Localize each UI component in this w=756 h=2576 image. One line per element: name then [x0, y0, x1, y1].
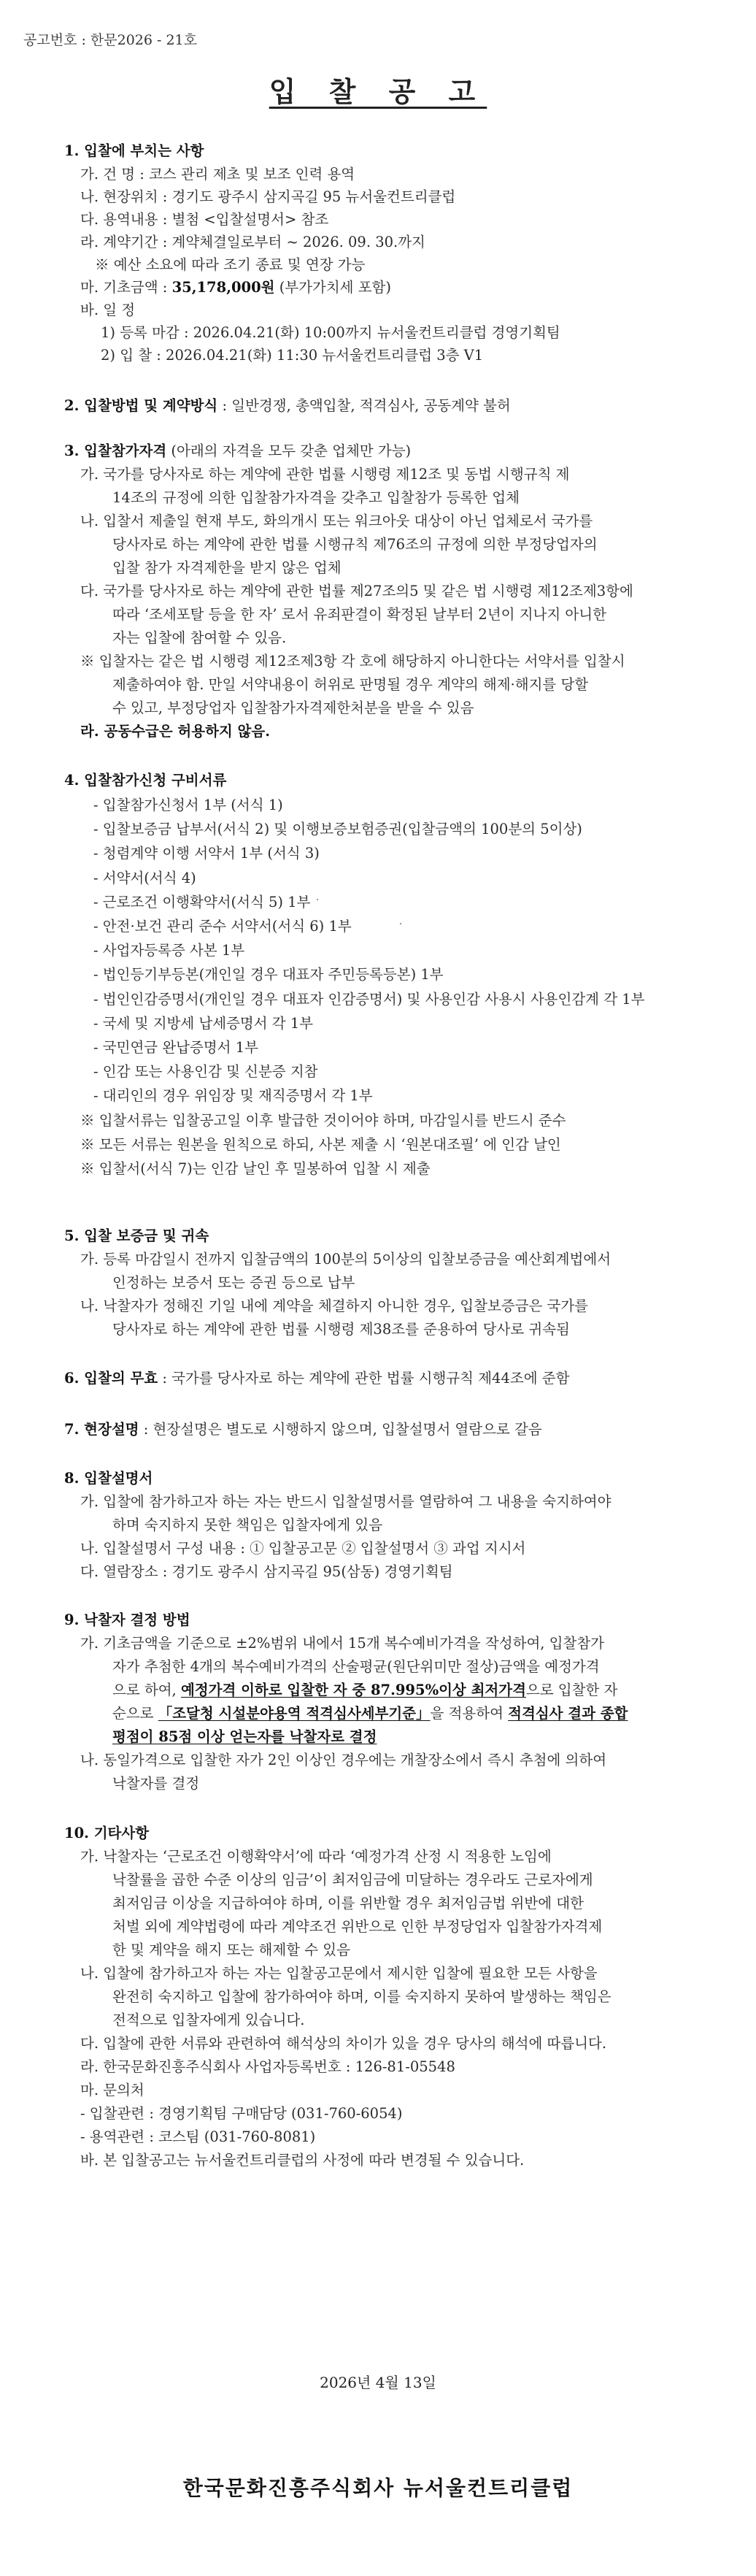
section-10-heading: 10. 기타사항	[64, 1825, 150, 1841]
deposit-line: 인정하는 보증서 또는 증권 등으로 납부	[112, 1274, 355, 1291]
qual-line: 입찰 참가 자격제한을 받지 않은 업체	[112, 559, 342, 576]
award-line: 가. 기초금액을 기준으로 ±2%범위 내에서 15개 복수예비가격을 작성하여, 입찰참가	[80, 1635, 605, 1652]
evaluation-result: 적격심사 결과 종합	[508, 1705, 628, 1722]
award-line: 나. 동일가격으로 입찰한 자가 2인 이상인 경우에는 개찰장소에서 즉시 추첨에 의하여	[80, 1752, 607, 1768]
contact-label: 마. 문의처	[80, 2082, 144, 2098]
deposit-line: 당사자로 하는 계약에 관한 법률 시행령 제38조를 준용하여 당사로 귀속됨	[112, 1321, 570, 1338]
section-6: 6. 입찰의 무효 : 국가를 당사자로 하는 계약에 관한 법률 시행규칙 제44조에 준함	[64, 1370, 570, 1387]
schedule-label: 바. 일 정	[80, 302, 136, 318]
qual-line: 가. 국가를 당사자로 하는 계약에 관한 법률 시행령 제12조 및 동법 시행규칙 제	[80, 466, 570, 483]
stray-mark	[317, 899, 318, 900]
period-note: ※ 예산 소요에 따라 조기 종료 및 연장 가능	[95, 256, 366, 273]
document-item: - 안전·보건 관리 준수 서약서(서식 6) 1부	[93, 918, 352, 935]
schedule-bidding: 2) 입 찰 : 2026.04.21(화) 11:30 뉴서울컨트리클럽 3층 V1	[101, 347, 484, 364]
section-8-heading: 8. 입찰설명서	[64, 1470, 153, 1487]
page-title: 입 찰 공 고	[269, 75, 487, 108]
misc-line: 나. 입찰에 참가하고자 하는 자는 입찰공고문에서 제시한 입찰에 필요한 모든 사항을	[80, 1965, 598, 1982]
qual-note: 제출하여야 함. 만일 서약내용이 허위로 판명될 경우 계약의 해제·해지를 당할	[112, 676, 589, 693]
section-2: 2. 입찰방법 및 계약방식 : 일반경쟁, 총액입찰, 적격심사, 공동계약 불허	[64, 397, 511, 414]
document-item: - 청렴계약 이행 서약서 1부 (서식 3)	[93, 845, 320, 862]
section-1-heading: 1. 입찰에 부치는 사항	[64, 142, 204, 159]
award-line: 낙찰자를 결정	[112, 1775, 200, 1792]
deposit-line: 가. 등록 마감일시 전까지 입찰금액의 100분의 5이상의 입찰보증금을 예산회계법에서	[80, 1251, 612, 1268]
document-item: - 인감 또는 사용인감 및 신분증 지참	[93, 1063, 318, 1080]
company-name: 한국문화진흥주식회사 뉴서울컨트리클럽	[182, 2476, 574, 2500]
contract-period: 라. 계약기간 : 계약체결일로부터 ~ 2026. 09. 30.까지	[80, 234, 425, 250]
section-7: 7. 현장설명 : 현장설명은 별도로 시행하지 않으며, 입찰설명서 열람으로 갈음	[64, 1421, 542, 1438]
spec-line: 다. 열람장소 : 경기도 광주시 삼지곡길 95(삼동) 경영기획팀	[80, 1563, 453, 1580]
misc-line: 전적으로 입찰자에게 있습니다.	[112, 2012, 305, 2028]
evaluation-standard: 「조달청 시설분야용역 적격심사세부기준」	[158, 1705, 431, 1722]
notice-date: 2026년 4월 13일	[320, 2374, 436, 2391]
qual-note: ※ 입찰자는 같은 법 시행령 제12조제3항 각 호에 해당하지 아니한다는 서약서를 입찰시	[80, 653, 625, 670]
service-name: 가. 건 명 : 코스 관리 제초 및 보조 인력 용역	[80, 166, 355, 183]
documents-note: ※ 모든 서류는 원본을 원칙으로 하되, 사본 제출 시 ‘원본대조필’ 에 인감 날인	[80, 1136, 561, 1153]
award-threshold: 예정가격 이하로 입찰한 자 중 87.995%이상 최저가격	[180, 1682, 526, 1698]
qual-line: 14조의 규정에 의한 입찰참가자격을 갖추고 입찰참가 등록한 업체	[112, 489, 520, 506]
document-item: - 법인인감증명서(개인일 경우 대표자 인감증명서) 및 사용인감 사용시 사용인감계 각 1부	[93, 991, 645, 1008]
deposit-line: 나. 낙찰자가 정해진 기일 내에 계약을 체결하지 아니한 경우, 입찰보증금은 국가를	[80, 1297, 589, 1314]
joint-bid-not-allowed: 라. 공동수급은 허용하지 않음.	[80, 723, 270, 740]
misc-line: 완전히 숙지하고 입찰에 참가하여야 하며, 이를 숙지하지 못하여 발생하는 책임은	[112, 1988, 612, 2005]
misc-line: 처벌 외에 계약법령에 따라 계약조건 위반으로 인한 부정당업자 입찰참가자격제	[112, 1918, 603, 1935]
section-7-heading: 7. 현장설명	[64, 1421, 139, 1438]
misc-line: 최저임금 이상을 지급하여야 하며, 이를 위반할 경우 최저임금법 위반에 대한	[112, 1895, 584, 1912]
documents-note: ※ 입찰서(서식 7)는 인감 날인 후 밀봉하여 입찰 시 제출	[80, 1160, 431, 1177]
document-item: - 사업자등록증 사본 1부	[93, 942, 245, 959]
award-line: 자가 추첨한 4개의 복수예비가격의 산술평균(원단위미만 절상)금액을 예정가격	[112, 1658, 600, 1675]
misc-line: 바. 본 입찰공고는 뉴서울컨트리클럽의 사정에 따라 변경될 수 있습니다.	[80, 2152, 525, 2169]
section-9-heading: 9. 낙찰자 결정 방법	[64, 1611, 190, 1628]
section-3-heading-line: 3. 입찰참가자격 (아래의 자격을 모두 갖춘 업체만 가능)	[64, 442, 412, 459]
stray-mark	[400, 923, 401, 924]
document-item: - 서약서(서식 4)	[93, 870, 196, 886]
base-amount: 마. 기초금액 : 35,178,000원 (부가가치세 포함)	[80, 279, 392, 296]
award-line: 평점이 85점 이상 얻는자를 낙찰자로 결정	[112, 1728, 377, 1745]
document-item: - 입찰참가신청서 1부 (서식 1)	[93, 797, 283, 813]
misc-line: 낙찰률을 곱한 수준 이상의 임금’이 최저임금에 미달하는 경우라도 근로자에게	[112, 1871, 593, 1888]
section-6-heading: 6. 입찰의 무효	[64, 1370, 158, 1387]
section-3-heading: 3. 입찰참가자격	[64, 442, 167, 459]
award-line: 순으로 「조달청 시설분야용역 적격심사세부기준」을 적용하여 적격심사 결과 종합	[112, 1705, 628, 1722]
document-item: - 국민연금 완납증명서 1부	[93, 1039, 258, 1056]
service-content: 다. 용역내용 : 별첨 <입찰설명서> 참조	[80, 211, 329, 228]
document-item: - 대리인의 경우 위임장 및 재직증명서 각 1부	[93, 1087, 373, 1104]
notice-number: 공고번호 : 한문2026 - 21호	[23, 32, 197, 48]
documents-note: ※ 입찰서류는 입찰공고일 이후 발급한 것이어야 하며, 마감일시를 반드시 준수	[80, 1112, 566, 1129]
misc-line: 가. 낙찰자는 ‘근로조건 이행확약서’에 따라 ‘예정가격 산정 시 적용한 노임에	[80, 1848, 552, 1865]
spec-line: 가. 입찰에 참가하고자 하는 자는 반드시 입찰설명서를 열람하여 그 내용을 숙지하여야	[80, 1493, 612, 1510]
document-item: - 국세 및 지방세 납세증명서 각 1부	[93, 1015, 314, 1032]
misc-line: 한 및 계약을 해지 또는 해제할 수 있음	[112, 1941, 350, 1958]
qual-note: 수 있고, 부정당업자 입찰참가자격제한처분을 받을 수 있음	[112, 699, 474, 716]
contact-bidding: - 입찰관련 : 경영기획팀 구매담당 (031-760-6054)	[80, 2105, 403, 2122]
spec-line: 하며 숙지하지 못한 책임은 입찰자에게 있음	[112, 1517, 383, 1533]
section-2-heading: 2. 입찰방법 및 계약방식	[64, 397, 218, 414]
schedule-registration: 1) 등록 마감 : 2026.04.21(화) 10:00까지 뉴서울컨트리클럽 경영기획팀	[101, 324, 560, 341]
business-registration: 라. 한국문화진흥주식회사 사업자등록번호 : 126-81-05548	[80, 2058, 455, 2075]
qual-line: 다. 국가를 당사자로 하는 계약에 관한 법률 제27조의5 및 같은 법 시행령 제12조제3항에	[80, 583, 633, 599]
document-item: - 법인등기부등본(개인일 경우 대표자 주민등록등본) 1부	[93, 966, 444, 983]
contact-service: - 용역관련 : 코스팀 (031-760-8081)	[80, 2128, 316, 2145]
section-5-heading: 5. 입찰 보증금 및 귀속	[64, 1227, 209, 1244]
spec-line: 나. 입찰설명서 구성 내용 : ① 입찰공고문 ② 입찰설명서 ③ 과업 지시서	[80, 1540, 526, 1557]
document-item: - 근로조건 이행확약서(서식 5) 1부	[93, 894, 311, 911]
misc-line: 다. 입찰에 관한 서류와 관련하여 해석상의 차이가 있을 경우 당사의 해석에 따릅니다.	[80, 2035, 607, 2052]
qual-line: 당사자로 하는 계약에 관한 법률 시행규칙 제76조의 규정에 의한 부정당업자의	[112, 536, 598, 553]
document-item: - 입찰보증금 납부서(서식 2) 및 이행보증보험증권(입찰금액의 100분의 5이상)	[93, 821, 582, 837]
qual-line: 자는 입찰에 참여할 수 있음.	[112, 629, 287, 646]
section-4-heading: 4. 입찰참가신청 구비서류	[64, 772, 227, 789]
site-location: 나. 현장위치 : 경기도 광주시 삼지곡길 95 뉴서울컨트리클럽	[80, 188, 456, 205]
qual-line: 따라 ‘조세포탈 등을 한 자’ 로서 유죄판결이 확정된 날부터 2년이 지나지 아니한	[112, 606, 606, 623]
qual-line: 나. 입찰서 제출일 현재 부도, 화의개시 또는 워크아웃 대상이 아닌 업체로서 국가를	[80, 513, 593, 529]
award-line: 으로 하여, 예정가격 이하로 입찰한 자 중 87.995%이상 최저가격으로 입찰한 자	[112, 1682, 618, 1698]
base-amount-value: 35,178,000원	[171, 279, 275, 296]
